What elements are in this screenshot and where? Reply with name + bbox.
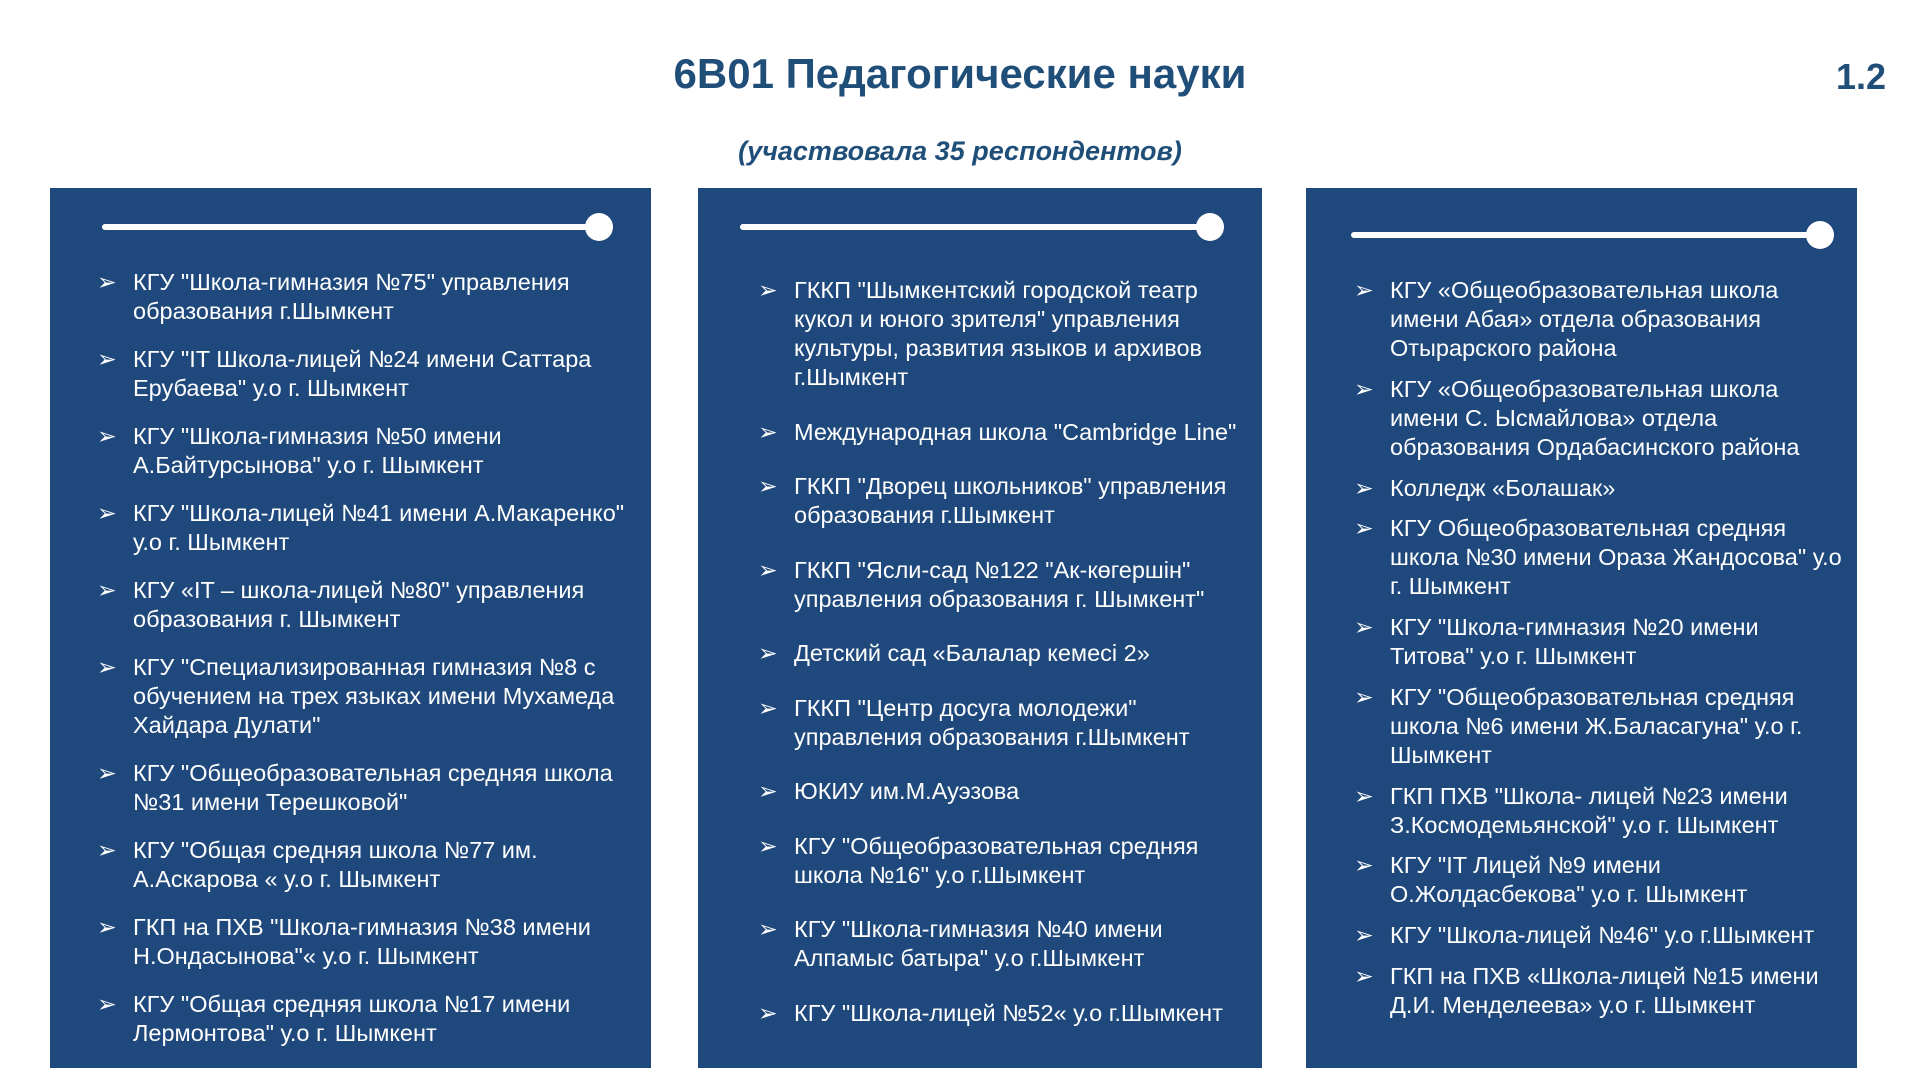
list-item bbox=[1354, 276, 1845, 363]
organization-name: ГККП "Ясли-сад №122 "Ак-көгершін" управления образования г. Шымкент" bbox=[794, 556, 1205, 612]
list-item bbox=[1354, 514, 1845, 601]
list-item bbox=[758, 556, 1248, 614]
organization-panel-2 bbox=[698, 188, 1262, 1068]
arrow-bullet-icon: ➢ bbox=[97, 346, 117, 372]
organization-list bbox=[1354, 276, 1845, 1020]
list-item bbox=[1354, 921, 1845, 950]
list-item bbox=[1354, 782, 1845, 840]
organization-name: КГУ «Общеобразовательная школа имени С. Ысмайлова» отдела образования Ордабасинского района bbox=[1390, 375, 1800, 460]
list-item bbox=[97, 422, 633, 480]
organization-name: КГУ "Общеобразовательная средняя школа №31 имени Терешковой" bbox=[133, 760, 613, 815]
arrow-bullet-icon: ➢ bbox=[1354, 277, 1374, 303]
organization-name: КГУ "Общая средняя школа №17 имени Лермонтова" у.о г. Шымкент bbox=[133, 991, 571, 1046]
list-item bbox=[1354, 375, 1845, 462]
list-item bbox=[1354, 613, 1845, 671]
arrow-bullet-icon: ➢ bbox=[758, 694, 778, 721]
list-item bbox=[1354, 683, 1845, 770]
organization-name: КГУ «IT – школа-лицей №80" управления образования г. Шымкент bbox=[133, 577, 585, 632]
organization-name: ЮКИУ им.М.Ауэзова bbox=[794, 778, 1020, 805]
slider-decoration bbox=[1351, 232, 1820, 238]
organization-list bbox=[97, 268, 633, 1048]
slider-decoration bbox=[740, 224, 1210, 230]
arrow-bullet-icon: ➢ bbox=[758, 277, 778, 303]
list-item bbox=[758, 472, 1248, 530]
arrow-bullet-icon: ➢ bbox=[758, 418, 778, 445]
arrow-bullet-icon: ➢ bbox=[97, 269, 117, 295]
organization-name: КГУ "IT Лицей №9 имени О.Жолдасбекова" у.о г. Шымкент bbox=[1390, 852, 1748, 908]
arrow-bullet-icon: ➢ bbox=[758, 832, 778, 859]
list-item bbox=[758, 832, 1248, 890]
organization-name: Детский сад «Балалар кемесі 2» bbox=[794, 640, 1150, 667]
list-item bbox=[97, 990, 633, 1048]
arrow-bullet-icon: ➢ bbox=[1354, 683, 1374, 710]
arrow-bullet-icon: ➢ bbox=[1354, 474, 1374, 501]
organization-name: Колледж «Болашак» bbox=[1390, 474, 1616, 501]
list-item bbox=[97, 836, 633, 894]
organization-name: КГУ "Школа-лицей №46" у.о г.Шымкент bbox=[1390, 922, 1815, 949]
list-item bbox=[97, 653, 633, 740]
respondents-subtitle: (участвовала 35 респондентов) bbox=[738, 136, 1182, 166]
arrow-bullet-icon: ➢ bbox=[97, 500, 117, 526]
slide-number: 1.2 bbox=[1835, 56, 1886, 97]
arrow-bullet-icon: ➢ bbox=[758, 473, 778, 500]
arrow-bullet-icon: ➢ bbox=[758, 556, 778, 583]
slider-decoration bbox=[102, 224, 599, 230]
list-item bbox=[1354, 962, 1845, 1020]
organization-name: КГУ "Общая средняя школа №77 им. А.Аскарова « у.о г. Шымкент bbox=[133, 837, 538, 892]
list-item bbox=[1354, 851, 1845, 909]
list-item bbox=[758, 418, 1248, 447]
arrow-bullet-icon: ➢ bbox=[758, 778, 778, 805]
arrow-bullet-icon: ➢ bbox=[97, 914, 117, 940]
organization-name: ГККП "Центр досуга молодежи" управления образования г.Шымкент bbox=[794, 694, 1190, 750]
page-title: 6В01 Педагогические науки bbox=[673, 50, 1247, 97]
organization-list bbox=[758, 276, 1248, 1028]
organization-name: Международная школа "Cambridge Line" bbox=[794, 418, 1237, 445]
arrow-bullet-icon: ➢ bbox=[97, 423, 117, 449]
organization-name: КГУ Общеобразовательная средняя школа №30 имени Ораза Жандосова" у.о г. Шымкент bbox=[1390, 515, 1842, 600]
organization-name: ГКП на ПХВ «Школа-лицей №15 имени Д.И. Менделеева» у.о г. Шымкент bbox=[1390, 962, 1819, 1018]
organization-name: КГУ "Школа-гимназия №40 имени Алпамыс батыра" у.о г.Шымкент bbox=[794, 916, 1163, 972]
arrow-bullet-icon: ➢ bbox=[1354, 375, 1374, 402]
arrow-bullet-icon: ➢ bbox=[1354, 614, 1374, 641]
organization-name: КГУ "Общеобразовательная средняя школа №6 имени Ж.Баласагуна" у.о г. Шымкент bbox=[1390, 683, 1803, 768]
organization-name: КГУ "Школа-гимназия №20 имени Титова" у.о г. Шымкент bbox=[1390, 614, 1759, 670]
list-item bbox=[758, 915, 1248, 973]
arrow-bullet-icon: ➢ bbox=[1354, 515, 1374, 542]
organization-name: КГУ "Специализированная гимназия №8 с обучением на трех языках имени Мухамеда Хайдара Дулати" bbox=[133, 654, 615, 738]
organization-name: КГУ "Общеобразовательная средняя школа №16" у.о г.Шымкент bbox=[794, 832, 1199, 888]
list-item bbox=[97, 576, 633, 634]
organization-name: КГУ "IT Школа-лицей №24 имени Саттара Ерубаева" у.о г. Шымкент bbox=[133, 346, 592, 401]
arrow-bullet-icon: ➢ bbox=[1354, 962, 1374, 989]
list-item bbox=[758, 777, 1248, 806]
list-item bbox=[97, 913, 633, 971]
list-item bbox=[758, 276, 1248, 392]
arrow-bullet-icon: ➢ bbox=[97, 837, 117, 863]
organization-name: КГУ "Школа-лицей №41 имени А.Макаренко" у.о г. Шымкент bbox=[133, 500, 625, 555]
organization-name: КГУ «Общеобразовательная школа имени Абая» отдела образования Отырарского района bbox=[1390, 277, 1779, 361]
arrow-bullet-icon: ➢ bbox=[97, 760, 117, 786]
list-item bbox=[758, 639, 1248, 668]
organization-name: ГКП на ПХВ "Школа-гимназия №38 имени Н.Ондасынова"« у.о г. Шымкент bbox=[133, 914, 591, 969]
list-item bbox=[97, 759, 633, 817]
organization-name: ГККП "Дворец школьников" управления образования г.Шымкент bbox=[794, 473, 1227, 529]
arrow-bullet-icon: ➢ bbox=[97, 577, 117, 603]
arrow-bullet-icon: ➢ bbox=[758, 999, 778, 1026]
arrow-bullet-icon: ➢ bbox=[1354, 782, 1374, 809]
arrow-bullet-icon: ➢ bbox=[758, 916, 778, 943]
organization-name: КГУ "Школа-гимназия №75" управления образования г.Шымкент bbox=[133, 269, 570, 324]
list-item bbox=[758, 999, 1248, 1028]
organization-name: КГУ "Школа-лицей №52« у.о г.Шымкент bbox=[794, 999, 1223, 1026]
organization-name: ГКП ПХВ "Школа- лицей №23 имени З.Космодемьянской" у.о г. Шымкент bbox=[1390, 782, 1788, 838]
list-item bbox=[758, 694, 1248, 752]
arrow-bullet-icon: ➢ bbox=[758, 640, 778, 667]
organization-panel-3 bbox=[1306, 188, 1857, 1068]
organization-panel-1 bbox=[50, 188, 651, 1068]
list-item bbox=[97, 268, 633, 326]
arrow-bullet-icon: ➢ bbox=[1354, 922, 1374, 949]
organization-name: ГККП "Шымкентский городской театр кукол и юного зрителя" управления культуры, развития языков и архивов г.Шымкент bbox=[794, 277, 1203, 390]
list-item bbox=[97, 499, 633, 557]
arrow-bullet-icon: ➢ bbox=[1354, 852, 1374, 879]
arrow-bullet-icon: ➢ bbox=[97, 654, 117, 680]
list-item bbox=[97, 345, 633, 403]
arrow-bullet-icon: ➢ bbox=[97, 991, 117, 1017]
organization-name: КГУ "Школа-гимназия №50 имени А.Байтурсынова" у.о г. Шымкент bbox=[133, 423, 502, 478]
list-item bbox=[1354, 474, 1845, 503]
